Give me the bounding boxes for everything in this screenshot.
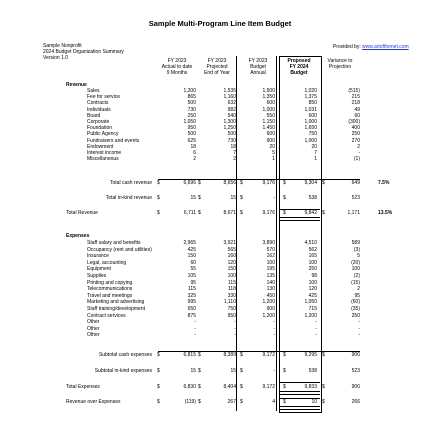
cell-n: - [315, 319, 317, 326]
table-row [0, 125, 440, 131]
cell-p: 160 [227, 253, 236, 260]
rule [280, 382, 320, 383]
cell-b: 1,000 [262, 106, 275, 113]
cell-b: - [273, 325, 275, 332]
cell-a: 115 [188, 286, 196, 293]
currency-symbol: $ [198, 399, 201, 405]
table-row [0, 195, 440, 201]
table-row [0, 144, 440, 150]
currency-symbol: $ [157, 368, 160, 374]
table-row [0, 210, 440, 216]
currency-symbol: $ [322, 180, 325, 186]
cell-v: 95 [354, 292, 360, 299]
table-row [0, 240, 440, 246]
table-row [0, 326, 440, 332]
cell-a: 875 [187, 312, 196, 319]
cell-a: 105 [187, 273, 196, 279]
row-label: Miscellaneous [87, 156, 119, 163]
col4-header: Proposed FY 2024 Budget [287, 58, 311, 76]
cell-a: 500 [187, 131, 196, 138]
row-label: Corporate [87, 119, 110, 125]
cell-b: 162 [266, 253, 275, 260]
double-rule [280, 217, 320, 221]
cell-n: 4,510 [304, 240, 317, 246]
table-row [0, 266, 440, 272]
col5-header: Variance to Projection [327, 58, 353, 70]
cell-n: - [315, 332, 317, 339]
cell-p: 8,404 [223, 384, 236, 390]
cell-v: 270 [351, 137, 360, 144]
cell-b: 9,176 [262, 180, 275, 186]
cell-p: 1,250 [223, 125, 236, 132]
cell-a: 55 [190, 266, 196, 273]
cell-a: 18 [190, 143, 196, 150]
currency-symbol: $ [283, 368, 286, 374]
cell-v: (300) [348, 119, 360, 125]
row-label: Travel and meetings [87, 292, 133, 299]
cell-p: 1,535 [223, 88, 236, 94]
cell-b: 1 [272, 156, 275, 163]
cell-p: 115 [228, 279, 236, 286]
currency-symbol: $ [322, 352, 325, 358]
row-label: Staff training/development [87, 306, 146, 312]
currency-symbol: $ [283, 210, 286, 216]
cell-b: 20 [269, 143, 275, 150]
cell-a: 15 [190, 368, 196, 374]
cell-p: 1,110 [223, 299, 236, 306]
table-row [0, 280, 440, 286]
cell-a: 2,965 [183, 240, 196, 246]
cell-n: 1,020 [304, 88, 317, 94]
row-label: Foundation [87, 125, 113, 132]
cell-a: 150 [187, 253, 196, 260]
row-label: Equipment [87, 266, 111, 273]
cell-b: 9,176 [262, 210, 275, 216]
cell-b: 900 [266, 306, 275, 312]
row-label: Subtotal cash expenses [98, 352, 152, 358]
row-label: Other [87, 332, 100, 339]
table-row [0, 113, 440, 119]
row-label: Individuals [87, 106, 111, 113]
cell-p: 120 [227, 259, 236, 266]
cell-b: 100 [266, 259, 275, 266]
currency-symbol: $ [283, 195, 286, 201]
cell-b: 600 [266, 100, 275, 107]
cell-v: 215 [351, 94, 360, 101]
row-label: Telecommunications [87, 286, 133, 293]
row-label: Interest income [87, 150, 122, 156]
cell-p: 8,671 [223, 210, 236, 216]
cell-a: 6,830 [183, 384, 196, 390]
currency-symbol: $ [157, 195, 160, 201]
cell-v: - [358, 319, 360, 326]
cell-n: 1,031 [304, 106, 317, 113]
cell-v: 100 [351, 266, 360, 273]
cell-p: 730 [227, 137, 236, 144]
cell-v: 589 [351, 240, 360, 246]
cell-p: 2 [233, 156, 236, 163]
rule [158, 179, 360, 180]
rule [280, 398, 320, 399]
cell-a: 6,696 [183, 180, 196, 186]
cell-p: 8,656 [223, 180, 236, 186]
table-row [0, 332, 440, 338]
table-row [0, 138, 440, 144]
cell-b: 140 [266, 279, 275, 286]
cell-n: 1,000 [304, 137, 317, 144]
cell-b: - [273, 332, 275, 339]
cell-v: - [358, 150, 360, 156]
cell-b: 600 [266, 131, 275, 138]
cell-n: 715 [308, 306, 317, 312]
cell-p: 1,160 [223, 94, 236, 101]
row-label: Legal, accounting [87, 259, 127, 266]
currency-symbol: $ [157, 384, 160, 390]
cell-n: 1,000 [304, 119, 317, 125]
cell-p: - [234, 325, 236, 332]
row-label: Sales [87, 88, 100, 94]
cell-a: 95 [190, 279, 196, 286]
cell-v: 5 [357, 253, 360, 260]
org-subtitle: 2024 Budget Organization Summary [43, 49, 124, 55]
cell-b: 1,200 [262, 299, 275, 306]
row-label: Contracts [87, 100, 109, 107]
row-label: Revenue over Expenses [66, 399, 121, 405]
cell-v: - [358, 325, 360, 332]
cell-n: 100 [308, 259, 317, 266]
row-label: Contract services [87, 312, 126, 319]
table-row [0, 319, 440, 325]
currency-symbol: $ [240, 210, 243, 216]
table-row [0, 150, 440, 156]
cell-b: 1,450 [262, 125, 275, 132]
currency-symbol: $ [283, 384, 286, 390]
cell-v: (15) [351, 279, 360, 286]
row-label: Occupancy (rent and utilities) [87, 246, 152, 253]
cell-b: 450 [266, 292, 275, 299]
cell-n: 1,200 [304, 312, 317, 319]
row-label: Total Revenue [66, 210, 98, 216]
row-label: Endowment [87, 143, 114, 150]
row-label: Printing and copying [87, 279, 133, 286]
row-label: Other [87, 319, 100, 326]
row-label: Total cash revenue [110, 180, 152, 186]
table-row [0, 107, 440, 113]
table-row [0, 247, 440, 253]
currency-symbol: $ [322, 399, 325, 405]
cell-b: 900 [266, 137, 275, 144]
cell-v: 1,171 [347, 210, 360, 216]
row-label: Fee for service [87, 94, 121, 101]
currency-symbol: $ [157, 210, 160, 216]
table-row [0, 399, 440, 405]
cell-b: 1,150 [262, 119, 275, 125]
cell-b: 3,890 [262, 240, 275, 246]
cell-b: - [273, 195, 275, 201]
cell-n: 9,304 [304, 180, 317, 186]
table-row [0, 313, 440, 319]
cell-a: 2 [193, 156, 196, 163]
cell-p: 100 [227, 273, 236, 279]
cell-b: 9,172 [262, 352, 275, 358]
cell-b: 570 [266, 246, 275, 253]
cell-v: (20) [351, 259, 360, 266]
cell-n: 562 [308, 246, 317, 253]
cell-n: 600 [308, 112, 317, 119]
table-row [0, 156, 440, 162]
cell-v: (1) [353, 156, 360, 163]
row-label: Total Expenses [66, 384, 100, 390]
cell-n: 250 [308, 266, 317, 273]
currency-symbol: $ [240, 195, 243, 201]
double-rule [280, 391, 320, 395]
cell-a: 425 [187, 246, 196, 253]
table-row [0, 180, 440, 186]
table-row [0, 352, 440, 358]
currency-symbol: $ [283, 352, 286, 358]
table-row [0, 253, 440, 259]
currency-symbol: $ [157, 352, 160, 358]
cell-b: 1,500 [262, 88, 275, 94]
cell-a: 6,711 [183, 210, 196, 216]
cell-p: 150 [227, 266, 236, 273]
cell-v: (60) [351, 299, 360, 306]
cell-b: - [273, 319, 275, 326]
table-row [0, 299, 440, 305]
cell-p: 330 [227, 292, 236, 299]
cell-a: 950 [187, 125, 196, 132]
cell-n: 98 [311, 273, 317, 279]
cell-b: 550 [266, 112, 275, 119]
org-version: Version 1.0 [43, 55, 69, 61]
page-title: Sample Multi-Program Line Item Budget [148, 19, 292, 28]
cell-p: 950 [227, 312, 236, 319]
cell-v: 60 [354, 112, 360, 119]
cell-a: 1,050 [183, 119, 196, 125]
cell-a: - [194, 325, 196, 332]
table-row [0, 306, 440, 312]
col3-header: FY 2023 Budget Annual [248, 58, 268, 76]
double-rule [280, 406, 320, 410]
table-row [0, 293, 440, 299]
cell-v: 218 [351, 100, 360, 107]
cell-n: 538 [308, 368, 317, 374]
cell-a: 865 [187, 94, 196, 101]
cell-p: 118 [228, 286, 236, 293]
cell-n: 9,833 [304, 384, 317, 390]
cell-a: 625 [187, 137, 196, 144]
table-row [0, 88, 440, 94]
cell-v: (515) [348, 88, 360, 94]
table-row [0, 94, 440, 100]
cell-n: 9,842 [304, 210, 317, 216]
cell-a: - [194, 332, 196, 339]
row-label: Public Agency [87, 131, 119, 138]
cell-a: 6,815 [183, 352, 196, 358]
currency-symbol: $ [283, 180, 286, 186]
cell-n: 1,375 [304, 94, 317, 101]
row-label: Subtotal in-kind expenses [94, 368, 152, 374]
currency-symbol: $ [198, 384, 201, 390]
cell-b: 4 [272, 399, 275, 405]
cell-p: 18 [230, 143, 236, 150]
cell-p: 565 [227, 246, 236, 253]
table-row [0, 273, 440, 279]
row-label: Staff salary and benefits [87, 240, 141, 246]
cell-p: 1,300 [223, 119, 236, 125]
cell-v: 400 [351, 125, 360, 132]
cell-p: - [234, 332, 236, 339]
expenses-section-label: Expenses [66, 233, 90, 239]
cell-v: 250 [351, 131, 360, 138]
cell-p: 982 [227, 106, 236, 113]
row-label: Fundraisers and events [87, 137, 140, 144]
cell-a: 250 [187, 112, 196, 119]
cell-n: 750 [308, 131, 317, 138]
cell-n: 1,050 [304, 299, 317, 306]
cell-n: 1 [314, 156, 317, 163]
cell-n: - [315, 325, 317, 332]
cell-n: 20 [311, 143, 317, 150]
cell-b: 1,350 [262, 94, 275, 101]
currency-symbol: $ [322, 384, 325, 390]
row-label: Board [87, 112, 101, 119]
cell-n: 538 [308, 195, 317, 201]
cell-n: 9,295 [304, 352, 317, 358]
cell-v: 2 [357, 286, 360, 293]
cell-n: 10 [311, 399, 317, 405]
cell-v: 49 [354, 106, 360, 113]
row-label: Insurance [87, 253, 109, 260]
credit-link[interactable]: www.artofthenet.com [362, 44, 409, 50]
rule [158, 351, 360, 352]
cell-v: (3) [353, 246, 360, 253]
cell-b: 135 [266, 273, 275, 279]
col1-header: FY 2023 Actual to date 9 Months [161, 58, 193, 76]
cell-v: 2 [357, 143, 360, 150]
cell-a: 15 [190, 195, 196, 201]
cell-a: - [194, 319, 196, 326]
credit-prefix: Provided by: [333, 44, 361, 50]
cell-a: (119) [184, 399, 196, 405]
table-row [0, 368, 440, 374]
cell-n: 425 [308, 292, 317, 299]
cell-v: 649 [351, 180, 360, 186]
currency-symbol: $ [240, 399, 243, 405]
currency-symbol: $ [283, 399, 286, 405]
cell-p: 750 [227, 306, 236, 312]
cell-v: (2) [353, 273, 360, 279]
col2-header: FY 2023 Projected End of Year [204, 58, 230, 76]
cell-v: 250 [351, 312, 360, 319]
cell-a: 500 [187, 100, 196, 107]
cell-n: 1,650 [304, 125, 317, 132]
row-label: Marketing and advertising [87, 299, 145, 306]
cell-p: - [234, 319, 236, 326]
cell-v: 906 [351, 352, 360, 358]
revenue-section-label: Revenue [66, 82, 87, 88]
cell-v: 906 [351, 384, 360, 390]
row-label: Supplies [87, 273, 107, 279]
cell-a: 6 [193, 150, 196, 156]
cell-n: 120 [308, 286, 317, 293]
cell-b: - [273, 368, 275, 374]
cell-b: 130 [266, 286, 275, 293]
currency-symbol: $ [240, 352, 243, 358]
percent-change: 7.5% [378, 180, 390, 186]
rule [280, 209, 320, 210]
currency-symbol: $ [198, 352, 201, 358]
currency-symbol: $ [240, 180, 243, 186]
cell-a: 325 [187, 292, 196, 299]
org-name: Sample Nonprofit [43, 43, 82, 49]
table-row [0, 119, 440, 125]
cell-b: 9,172 [262, 384, 275, 390]
cell-v: 266 [351, 399, 360, 405]
cell-p: 267 [227, 399, 236, 405]
cell-p: 3,921 [223, 240, 236, 246]
cell-v: 523 [351, 195, 360, 201]
row-label: Other [87, 325, 100, 332]
cell-a: 995 [187, 299, 196, 306]
currency-symbol: $ [198, 368, 201, 374]
currency-symbol: $ [157, 180, 160, 186]
cell-n: 7 [314, 150, 317, 156]
percent-change: 13.5% [378, 210, 393, 216]
table-row [0, 384, 440, 390]
cell-a: 1,200 [183, 88, 196, 94]
currency-symbol: $ [240, 368, 243, 374]
cell-b: 1,200 [262, 312, 275, 319]
cell-v: - [358, 332, 360, 339]
cell-p: 500 [227, 131, 236, 138]
cell-b: 5 [272, 150, 275, 156]
cell-v: (35) [351, 306, 360, 312]
currency-symbol: $ [198, 180, 201, 186]
table-row [0, 100, 440, 106]
cell-n: 850 [308, 100, 317, 107]
table-row [0, 260, 440, 266]
cell-v: 523 [351, 368, 360, 374]
cell-a: 650 [187, 306, 196, 312]
currency-symbol: $ [322, 210, 325, 216]
cell-b: 195 [266, 266, 275, 273]
row-label: Total in-kind revenue [105, 195, 152, 201]
currency-symbol: $ [240, 384, 243, 390]
cell-n: 100 [308, 279, 317, 286]
cell-p: 15 [230, 195, 236, 201]
cell-p: 540 [227, 112, 236, 119]
cell-a: 730 [187, 106, 196, 113]
currency-symbol: $ [157, 399, 160, 405]
cell-p: 632 [227, 100, 236, 107]
cell-n: 165 [308, 253, 317, 260]
table-row [0, 286, 440, 292]
cell-a: 60 [190, 259, 196, 266]
cell-p: 8,389 [223, 352, 236, 358]
cell-p: 7 [233, 150, 236, 156]
cell-p: 15 [230, 368, 236, 374]
table-row [0, 131, 440, 137]
currency-symbol: $ [198, 195, 201, 201]
currency-symbol: $ [198, 210, 201, 216]
